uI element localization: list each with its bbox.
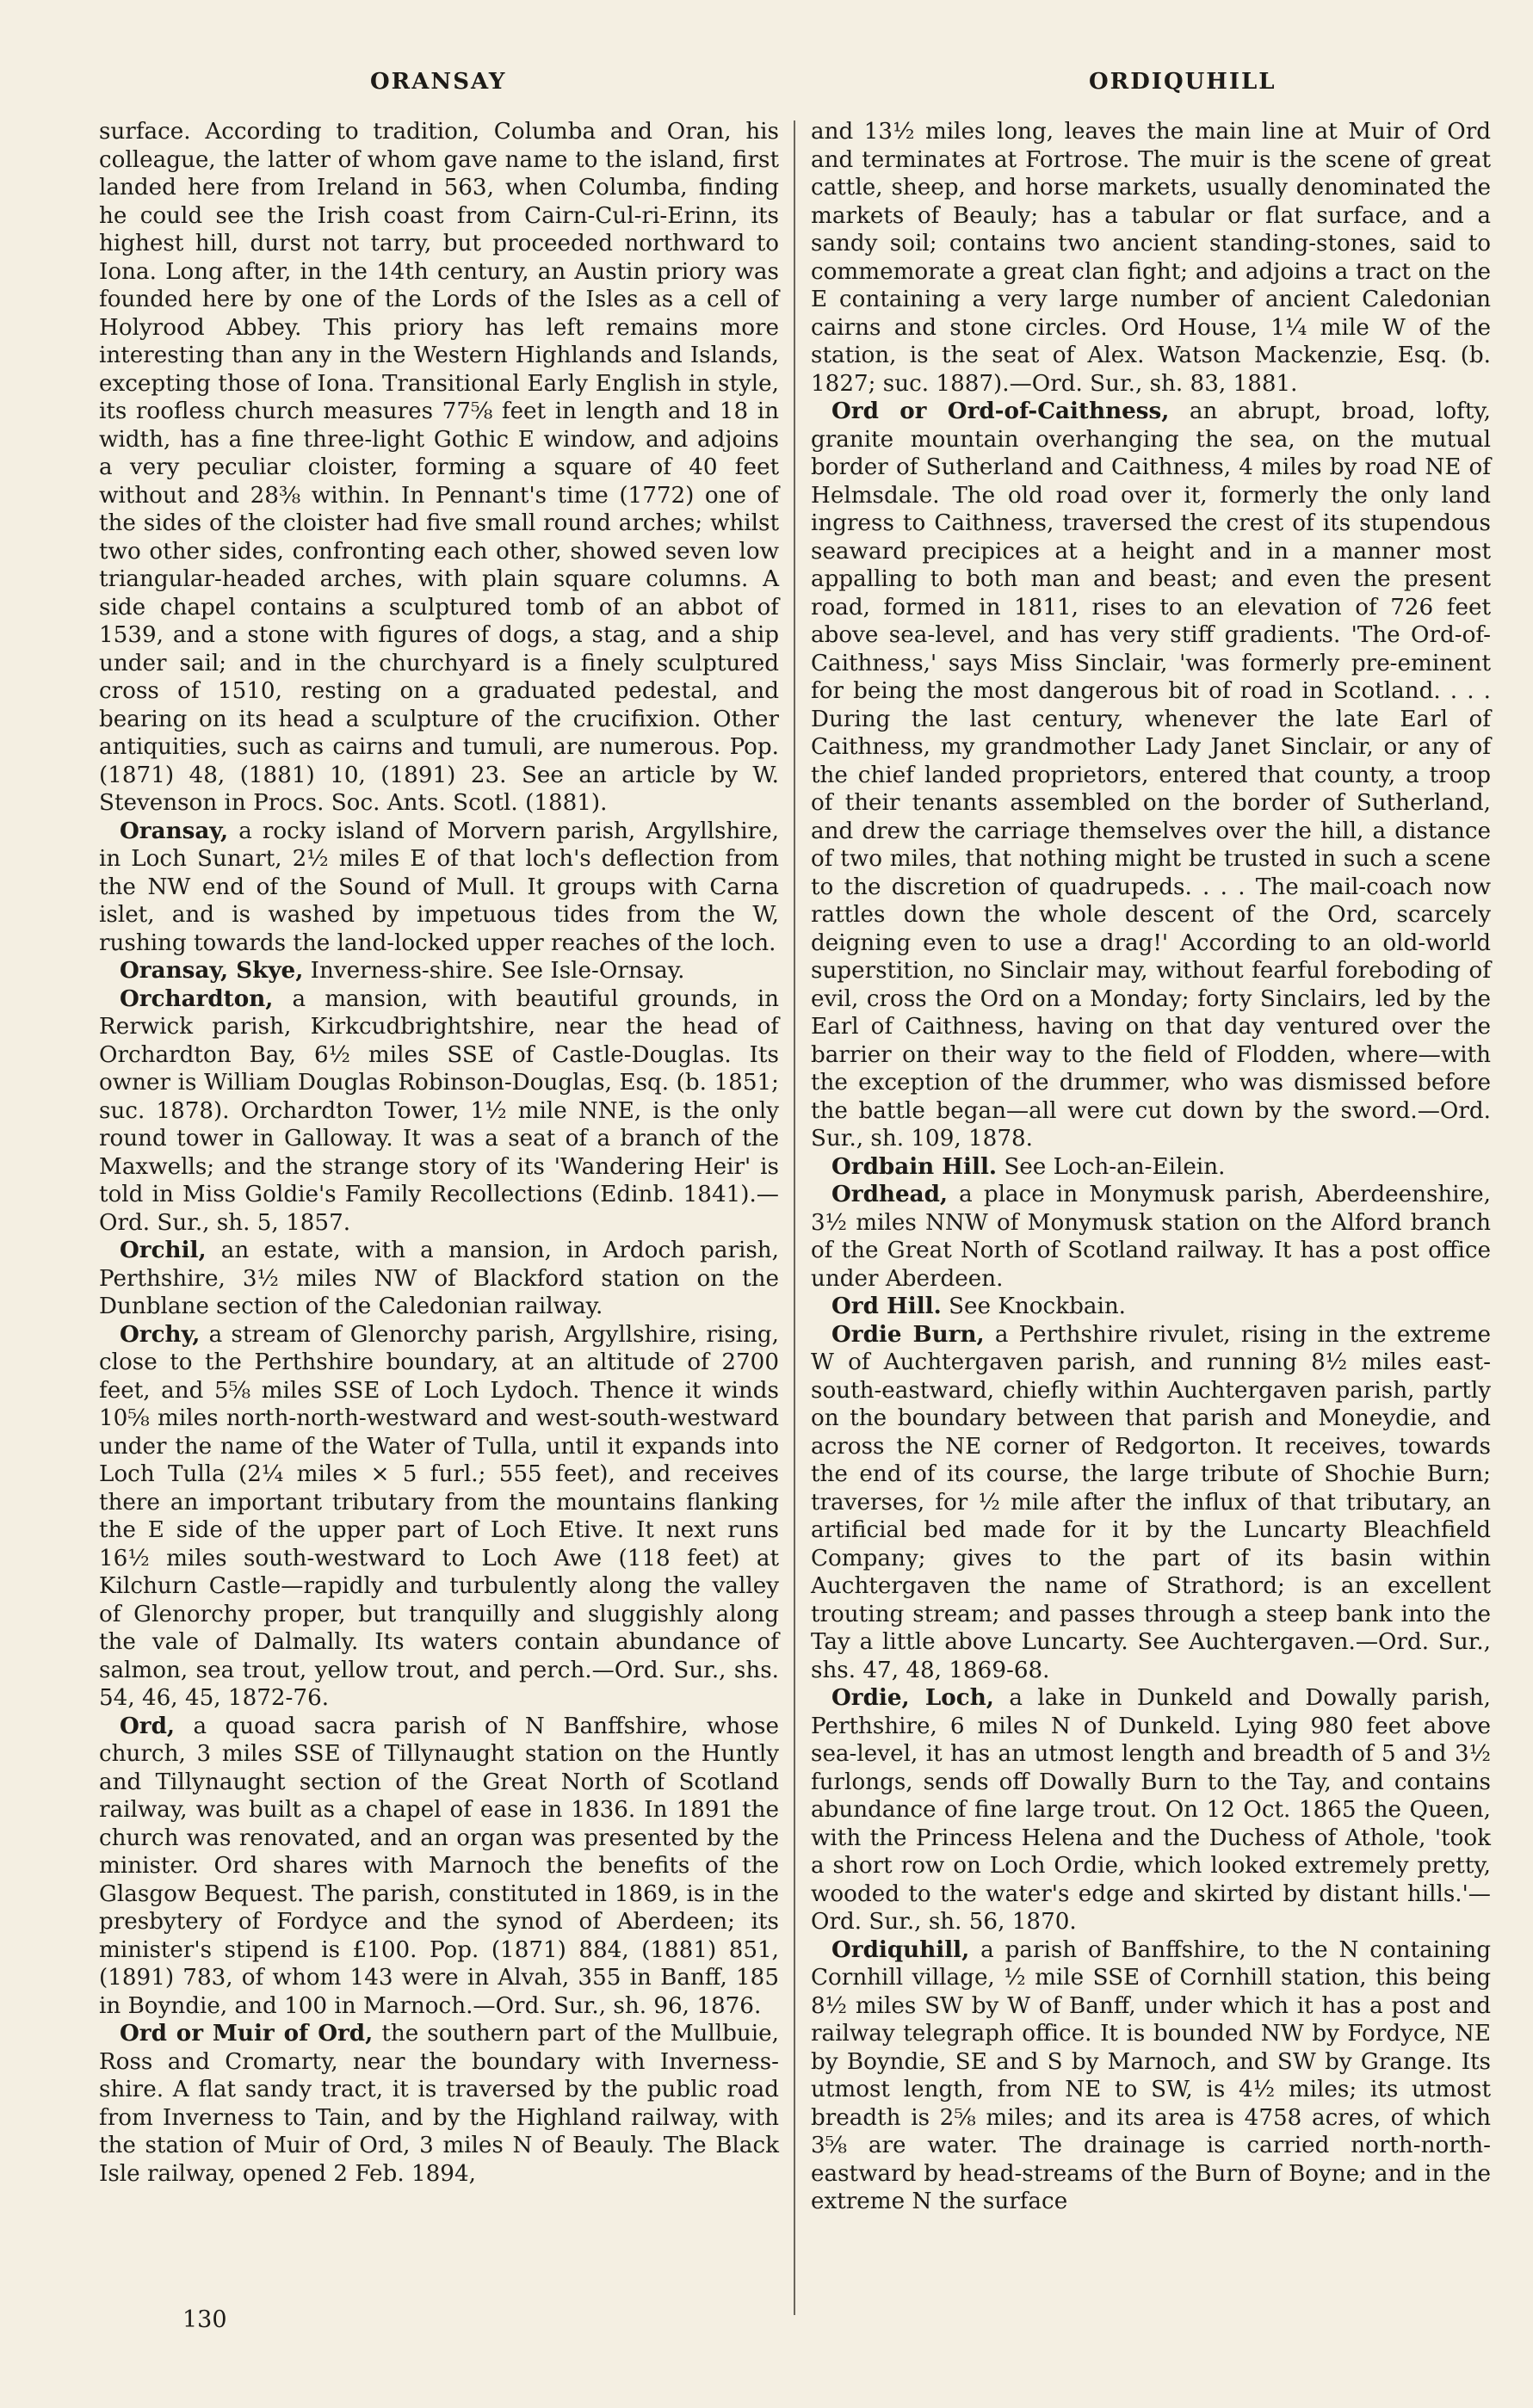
gazetteer-entry — [811, 118, 1491, 398]
entry-text: a parish of Banffshire, to the N containing Cornhill village, ½ mile SSE of Cornhill station, this being 8½ miles SW by W of Banff, under which it has a post and railway telegraph office. It is bounded NW by Fordyce, NE by Boyndie, SE and S by Marnoch, and SW by Grange. Its utmost length, from NE to SW, is 4½ miles; its utmost breadth is 2⅝ miles; and its area is 4758 acres, of which 3⅝ are water. The drainage is carried north-north-eastward by head-streams of the Burn of Boyne; and in the extreme N the surface — [811, 1936, 1491, 2214]
entry-text: a rocky island of Morvern parish, Argyllshire, in Loch Sunart, 2½ miles E of that loch's deflection from the NW end of the Sound of Mull. It groups with Carna islet, and is washed by impetuous tides from the W, rushing towards the land-locked upper reaches of the loch. — [99, 818, 779, 956]
entry-headword: Ord Hill. — [831, 1293, 942, 1319]
gazetteer-entry — [99, 1321, 779, 1713]
entry-headword: Orchy, — [120, 1320, 201, 1348]
gazetteer-entry — [99, 118, 779, 818]
gazetteer-entry — [99, 2020, 779, 2188]
running-header-left: ORANSAY — [370, 69, 507, 95]
right-column — [811, 118, 1491, 2216]
entry-text: a quoad sacra parish of N Banffshire, whose church, 3 miles SSE of Tillynaught station on the Huntly and Tillynaught section of the Great North of Scotland railway, was built as a chapel of ease in 1836. In 1891 the church was renovated, and an organ was presented by the minister. Ord shares with Marnoch the benefits of the Glasgow Bequest. The parish, constituted in 1869, is in the presbytery of Fordyce and the synod of Aberdeen; its minister's stipend is £100. Pop. (1871) 884, (1881) 851, (1891) 783, of whom 143 were in Alvah, 355 in Banff, 185 in Boyndie, and 100 in Marnoch.—Ord. Sur., sh. 96, 1876. — [99, 1713, 779, 2019]
entry-text: a lake in Dunkeld and Dowally parish, Perthshire, 6 miles N of Dunkeld. Lying 980 feet above sea-level, it has an utmost length and breadth of 5 and 3½ furlongs, sends off Dowally Burn to the Tay, and contains abundance of fine large trout. On 12 Oct. 1865 the Queen, with the Princess Helena and the Duchess of Athole, 'took a short row on Loch Ordie, which looked extremely pretty, wooded to the water's edge and skirted by distant hills.'—Ord. Sur., sh. 56, 1870. — [811, 1685, 1491, 1935]
entry-text: an abrupt, broad, lofty, granite mountain overhanging the sea, on the mutual border of Sutherland and Caithness, 4 miles by road NE of Helmsdale. The old road over it, formerly the only land ingress to Caithness, traversed the crest of its stupendous seaward precipices at a height and in a manner most appalling to both man and beast; and even the present road, formed in 1811, rises to an elevation of 726 feet above sea-level, and has very stiff gradients. 'The Ord-of-Caithness,' says Miss Sinclair, 'was formerly pre-eminent for being the most dangerous bit of road in Scotland. . . . During the last century, whenever the late Earl of Caithness, my grandmother Lady Janet Sinclair, or any of the chief landed proprietors, entered that county, a troop of their tenants assembled on the border of Sutherland, and drew the carriage themselves over the hill, a distance of two miles, that nothing might be trusted in such a scene to the discretion of quadrupeds. . . . The mail-coach now rattles down the whole descent of the Ord, scarcely deigning even to use a drag!' According to an old-world superstition, no Sinclair may, without fearful foreboding of evil, cross the Ord on a Monday; forty Sinclairs, led by the Earl of Caithness, having on that day ventured over the barrier on their way to the field of Flodden, where—with the exception of the drummer, who was dismissed before the battle began—all were cut down by the sword.—Ord. Sur., sh. 109, 1878. — [811, 398, 1491, 1152]
entry-text: and 13½ miles long, leaves the main line at Muir of Ord and terminates at Fortrose. The muir is the scene of great cattle, sheep, and horse markets, usually denominated the markets of Beauly; has a tabular or flat surface, and a sandy soil; contains two ancient standing-stones, said to commemorate a great clan fight; and adjoins a tract on the E containing a very large number of ancient Caledonian cairns and stone circles. Ord House, 1¼ mile W of the station, is the seat of Alex. Watson Mackenzie, Esq. (b. 1827; suc. 1887).—Ord. Sur., sh. 83, 1881. — [811, 119, 1491, 397]
entry-headword: Oransay, — [120, 817, 229, 844]
entry-headword: Ordie Burn, — [831, 1320, 985, 1348]
entry-headword: Ord or Ord-of-Caithness, — [831, 398, 1170, 424]
entry-text: the southern part of the Mullbuie, Ross and Cromarty, near the boundary with Inverness-shire. A flat sandy tract, it is traversed by the public road from Inverness to Tain, and by the Highland railway, with the station of Muir of Ord, 3 miles N of Beauly. The Black Isle railway, opened 2 Feb. 1894, — [99, 2021, 779, 2187]
entry-text: See Knockbain. — [941, 1294, 1127, 1319]
gazetteer-entry — [99, 957, 779, 985]
entry-headword: Ordie, Loch, — [831, 1684, 994, 1711]
running-header-right: ORDIQUHILL — [1089, 69, 1276, 95]
entry-text: a stream of Glenorchy parish, Argyllshire, rising, close to the Perthshire boundary, at an altitude of 2700 feet, and 5⅝ miles SSE of Loch Lydoch. Thence it winds 10⅝ miles north-north-westward and west-south-westward under the name of the Water of Tulla, until it expands into Loch Tulla (2¼ miles × 5 furl.; 555 feet), and receives there an important tributary from the mountains flanking the E side of the upper part of Loch Etive. It next runs 16½ miles south-westward to Loch Awe (118 feet) at Kilchurn Castle—rapidly and turbulently along the valley of Glenorchy proper, but tranquilly and sluggishly along the vale of Dalmally. Its waters contain abundance of salmon, sea trout, yellow trout, and perch.—Ord. Sur., shs. 54, 46, 45, 1872-76. — [99, 1321, 779, 1711]
gazetteer-entry — [811, 1153, 1491, 1182]
entry-text: an estate, with a mansion, in Ardoch parish, Perthshire, 3½ miles NW of Blackford station on the Dunblane section of the Caledonian railway. — [99, 1238, 779, 1319]
gazetteer-entry — [811, 398, 1491, 1153]
gazetteer-entry — [811, 1321, 1491, 1685]
entry-headword: Ord or Muir of Ord, — [120, 2020, 374, 2047]
entry-text: See Loch-an-Eilein. — [997, 1153, 1226, 1180]
entry-headword: Orchardton, — [120, 985, 274, 1012]
page-number: 130 — [182, 2306, 227, 2333]
entry-headword: Ord, — [120, 1712, 176, 1739]
entry-headword: Ordhead, — [831, 1181, 949, 1207]
entry-headword: Ordiquhill, — [831, 1936, 970, 1963]
entry-text: a mansion, with beautiful grounds, in Rerwick parish, Kirkcudbrightshire, near the head of Orchardton Bay, 6½ miles SSE of Castle-Douglas. Its owner is William Douglas Robinson-Douglas, Esq. (b. 1851; suc. 1878). Orchardton Tower, 1½ mile NNE, is the only round tower in Galloway. It was a seat of a branch of the Maxwells; and the strange story of its 'Wandering Heir' is told in Miss Goldie's Family Recollections (Edinb. 1841).—Ord. Sur., sh. 5, 1857. — [99, 985, 779, 1236]
entry-headword: Oransay, Skye, — [120, 957, 304, 984]
entry-text: Inverness-shire. See Isle-Ornsay. — [303, 958, 685, 984]
gazetteer-entry — [99, 985, 779, 1238]
gazetteer-entry — [99, 1713, 779, 2021]
entry-text: a Perthshire rivulet, rising in the extreme W of Auchtergaven parish, and running 8½ miles east-south-eastward, chiefly within Auchtergaven parish, partly on the boundary between that parish and Moneydie, and across the NE corner of Redgorton. It receives, towards the end of its course, the large tribute of Shochie Burn; traverses, for ½ mile after the influx of that tributary, an artificial bed made for it by the Luncarty Bleachfield Company; gives to the part of its basin within Auchtergaven the name of Strathord; is an excellent trouting stream; and passes through a steep bank into the Tay a little above Luncarty. See Auchtergaven.—Ord. Sur., shs. 47, 48, 1869-68. — [811, 1321, 1491, 1683]
gazetteer-entry — [99, 1237, 779, 1321]
entry-headword: Ordbain Hill. — [831, 1152, 998, 1180]
entry-headword: Orchil, — [120, 1237, 207, 1263]
column-divider — [794, 120, 795, 2315]
gazetteer-entry — [811, 1684, 1491, 1936]
gazetteer-entry — [811, 1936, 1491, 2216]
gazetteer-entry — [811, 1293, 1491, 1321]
gazetteer-entry — [811, 1181, 1491, 1293]
left-column — [99, 118, 779, 2188]
entry-text: a place in Monymusk parish, Aberdeenshire, 3½ miles NNW of Monymusk station on the Alford branch of the Great North of Scotland railway. It has a post office under Aberdeen. — [811, 1182, 1491, 1292]
gazetteer-entry — [99, 818, 779, 958]
entry-text: surface. According to tradition, Columba and Oran, his colleague, the latter of whom gave name to the island, first landed here from Ireland in 563, when Columba, finding he could see the Irish coast from Cairn-Cul-ri-Erinn, its highest hill, durst not tarry, but proceeded northward to Iona. Long after, in the 14th century, an Austin priory was founded here by one of the Lords of the Isles as a cell of Holyrood Abbey. This priory has left remains more interesting than any in the Western Highlands and Islands, excepting those of Iona. Transitional Early English in style, its roofless church measures 77⅝ feet in length and 18 in width, has a fine three-light Gothic E window, and adjoins a very peculiar cloister, forming a square of 40 feet without and 28⅜ within. In Pennant's time (1772) one of the sides of the cloister had five small round arches; whilst two other sides, confronting each other, showed seven low triangular-headed arches, with plain square columns. A side chapel contains a sculptured tomb of an abbot of 1539, and a stone with figures of dogs, a stag, and a ship under sail; and in the churchyard is a finely sculptured cross of 1510, resting on a graduated pedestal, and bearing on its head a sculpture of the crucifixion. Other antiquities, such as cairns and tumuli, are numerous. Pop. (1871) 48, (1881) 10, (1891) 23. See an article by W. Stevenson in Procs. Soc. Ants. Scotl. (1881). — [99, 119, 779, 816]
